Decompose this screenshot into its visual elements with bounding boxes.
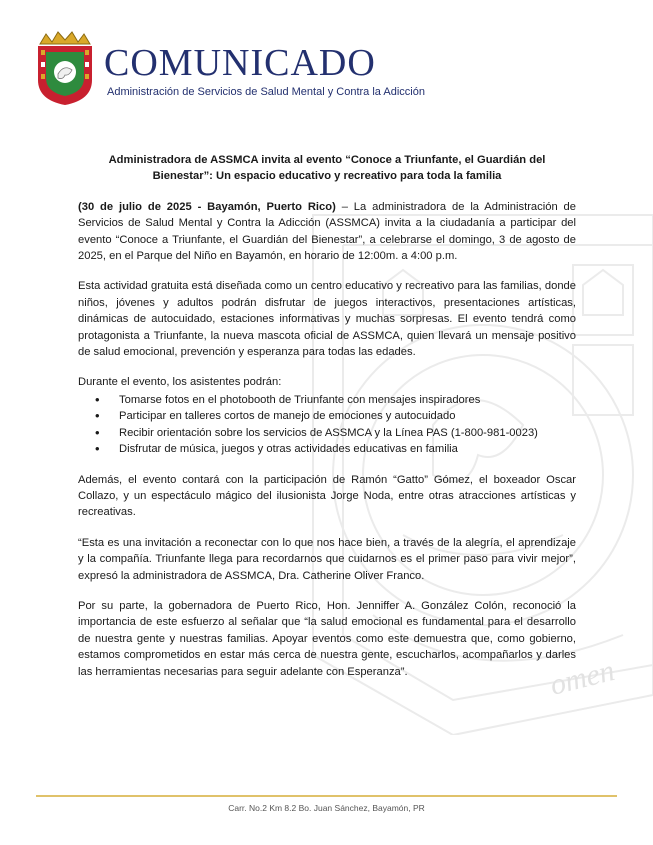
- paragraph-4: “Esta es una invitación a reconectar con lo que nos hace bien, a través de la alegría, el aprendizaje y la compañía. Triunfante llega para recordarnos que cuidarnos es el primer paso para vivir mejor”, expresó la administradora de ASSMCA, Dra. Catherine Oliver Franco.: [78, 536, 576, 582]
- paragraph-2: Esta actividad gratuita está diseñada como un centro educativo y recreativo para las familias, donde niños, jóvenes y adultos podrán disfrutar de juegos interactivos, presentaciones artísticas, dinámicas de autocuidado, estaciones informativas y muchas sorpresas. El evento tendrá como protagonista a Triunfante, la nueva mascota oficial de ASSMCA, quien llevará un mensaje positivo de salud emocional, prevención y esperanza para todas las edades.: [78, 280, 576, 359]
- list-item: • Tomarse fotos en el photobooth de Triunfante con mensajes inspiradores: [95, 392, 576, 408]
- paragraph-3: Además, el evento contará con la participación de Ramón “Gatto” Gómez, el boxeador Oscar Collazo, y un espectáculo mágico del ilusionista Jorge Noda, entre otras atracciones artísticas y recreativas.: [78, 473, 576, 519]
- document-title: COMUNICADO: [104, 42, 376, 84]
- list-intro: Durante el evento, los asistentes podrán:: [78, 376, 282, 389]
- list-item: • Participar en talleres cortos de manejo de emociones y autocuidado: [95, 408, 576, 424]
- footer-rule: [36, 795, 617, 797]
- list-item: • Disfrutar de música, juegos y otras actividades educativas en familia: [95, 441, 576, 457]
- letterhead: [34, 30, 624, 110]
- activities-list: [95, 392, 576, 458]
- paragraph-5: Por su parte, la gobernadora de Puerto Rico, Hon. Jenniffer A. González Colón, reconoció la importancia de este esfuerzo al señalar que “la salud emocional es fundamental para el desarrollo de nuestra gente y nuestras familias. Apoyar eventos como este demuestra que, como gobierno, estamos comprometidos en estar más cerca de nuestra gente, escucharlos, acompañarlos y darles las herramientas necesarias para seguir adelante con Esperanza”.: [78, 599, 576, 678]
- lead-text: – La administradora de la Administración de Servicios de Salud Mental y Contra la Adicción (ASSMCA) invita a la ciudadanía a participar del evento “Conoce a Triunfante, el Guardián del Bienestar”, a celebrarse el domingo, 3 de agosto de 2025, en el Parque del Niño en Bayamón, en horario de 12:00m. a 4:00 p.m.: [78, 200, 576, 263]
- watermark-motto: omen: [546, 654, 618, 702]
- lead-paragraph: [78, 199, 576, 265]
- headline: Administradora de ASSMCA invita al evento “Conoce a Triunfante, el Guardián del Bienestar”: Un espacio educativo y recreativo para toda la familia: [108, 154, 546, 183]
- coat-of-arms-icon: [34, 30, 96, 106]
- press-release-body: [78, 152, 576, 694]
- dateline: (30 de julio de 2025 - Bayamón, Puerto Rico): [78, 200, 336, 213]
- list-item: • Recibir orientación sobre los servicios de ASSMCA y la Línea PAS (1-800-981-0023): [95, 425, 576, 441]
- agency-name: Administración de Servicios de Salud Mental y Contra la Adicción: [107, 86, 425, 98]
- footer-address: Carr. No.2 Km 8.2 Bo. Juan Sánchez, Bayamón, PR: [228, 803, 425, 813]
